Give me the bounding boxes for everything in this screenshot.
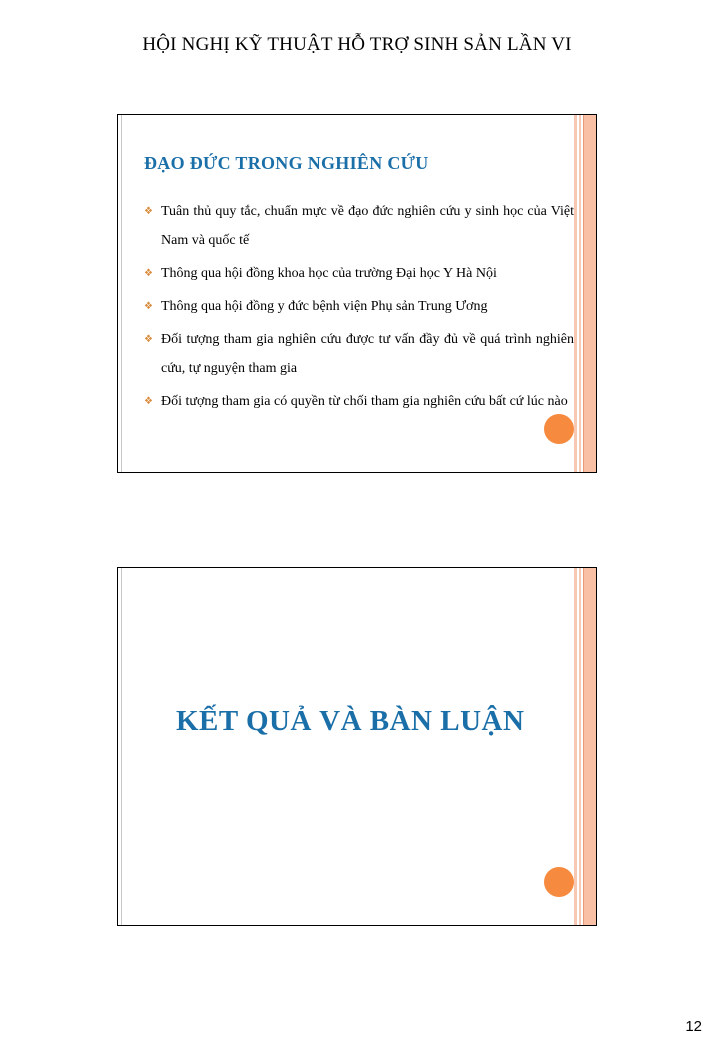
orange-dot-icon bbox=[544, 867, 574, 897]
list-item: ❖ Tuân thủ quy tắc, chuẩn mực về đạo đức nghiên cứu y sinh học của Việt Nam và quốc tế bbox=[144, 197, 574, 255]
slide-left-rule bbox=[118, 568, 122, 925]
slide-left-rule bbox=[118, 115, 122, 472]
page-header: HỘI NGHỊ KỸ THUẬT HỖ TRỢ SINH SẢN LẦN VI bbox=[142, 34, 572, 55]
bullet-list bbox=[144, 197, 574, 420]
section-title: KẾT QUẢ VÀ BÀN LUẬN bbox=[176, 705, 525, 737]
slide-title: ĐẠO ĐỨC TRONG NGHIÊN CỨU bbox=[144, 153, 429, 173]
list-item: ❖ Đối tượng tham gia nghiên cứu được tư vấn đầy đủ về quá trình nghiên cứu, tự nguyện tham gia bbox=[144, 325, 574, 383]
diamond-bullet-icon: ❖ bbox=[144, 334, 153, 345]
list-item: ❖ Đối tượng tham gia có quyền từ chối tham gia nghiên cứu bất cứ lúc nào bbox=[144, 387, 574, 416]
diamond-bullet-icon: ❖ bbox=[144, 206, 153, 217]
slide-ethics bbox=[117, 114, 597, 473]
slide-results bbox=[117, 567, 597, 926]
orange-dot-icon bbox=[544, 414, 574, 444]
list-item: ❖ Thông qua hội đồng khoa học của trường Đại học Y Hà Nội bbox=[144, 259, 574, 288]
list-item: ❖ Thông qua hội đồng y đức bệnh viện Phụ sản Trung Ương bbox=[144, 292, 574, 321]
diamond-bullet-icon: ❖ bbox=[144, 396, 153, 407]
slide-side-stripes bbox=[574, 115, 596, 472]
slide-side-stripes bbox=[574, 568, 596, 925]
diamond-bullet-icon: ❖ bbox=[144, 268, 153, 279]
diamond-bullet-icon: ❖ bbox=[144, 301, 153, 312]
page-number: 12 bbox=[685, 1018, 702, 1035]
